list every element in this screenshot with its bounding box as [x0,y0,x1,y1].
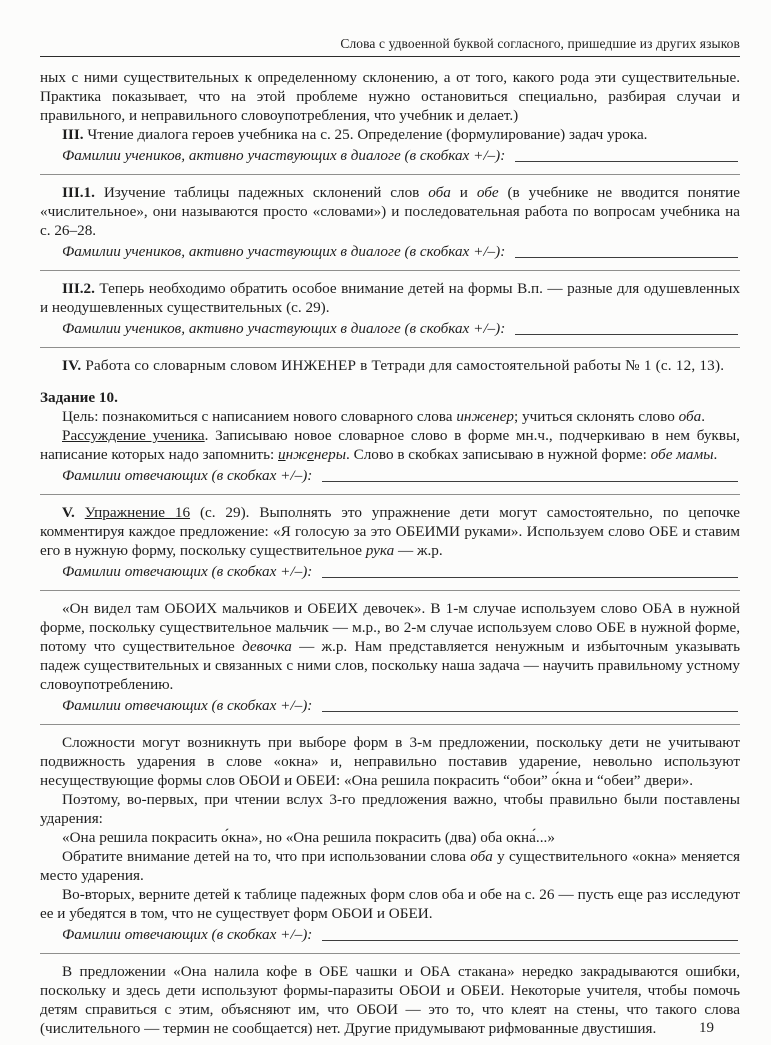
section-iii1-number: III.1. [62,184,95,201]
task-10-reasoning [40,426,740,464]
header-rule [40,56,740,57]
names-label: Фамилии отвечающих (в скобках +/–): [62,563,313,580]
names-line-answer-4 [40,925,740,944]
para-primer-udareniya: «Она решила покрасить о́кна», но «Она решила покрасить (два) оба окна́...» [62,829,555,846]
italic-letter-underlined: и [278,446,286,463]
italic-phrase-obe-mamy: обе мамы [650,446,714,463]
para-vo-vtoryh: Во-вторых, верните детей к таблице падежных форм слов оба и обе на с. 26 — пусть еще раз исследуют ее и убедятся в том, что не существует форм ОБОИ и ОБЕИ. [40,886,740,922]
underlined-phrase-reasoning: Рассуждение ученика [62,427,205,444]
section-v-text-2: — ж.р. [394,542,443,559]
fill-in-line [515,257,738,258]
section-v-text-1: (с. 29). Выполнять это упражнение дети могут самостоятельно, по цепочке комментируя каждое предложение: «Я голосую за это ОБЕИМИ руками». Используем слово ОБЕ и ставим его в нужную форму, поскольку существительное [40,504,741,559]
section-iii1-text-1: Изучение таблицы падежных склонений слов [94,184,429,201]
task-10-title: Задание 10. [40,389,118,406]
names-label: Фамилии учеников, активно участвующих в диалоге (в скобках +/–): [62,243,506,260]
names-label: Фамилии отвечающих (в скобках +/–): [62,467,313,484]
section-iii-number: III. [62,126,84,143]
italic-letters: неры [313,446,346,463]
section-iii1-text-2: и [450,184,477,201]
fill-in-line [322,711,738,712]
section-v-number: V. [62,504,75,521]
para-oboih-text-2: — ж.р. Нам представляется ненужным и избыточным указывать падеж существительных и связанных с ними слов, поскольку наша задача — научить правильному устному словоупотреблению. [40,638,740,693]
fill-in-rule [40,347,740,348]
fill-in-line [322,481,738,482]
fill-in-rule [40,494,740,495]
italic-word-obe: обе [476,184,499,201]
section-iii-text: Чтение диалога героев учебника на с. 25. Определение (формулирование) задач урока. [83,126,648,143]
page-number: 19 [699,1020,714,1036]
names-line-answer-3 [40,696,740,715]
names-label: Фамилии учеников, активно участвующих в диалоге (в скобках +/–): [62,320,506,337]
spacer [75,504,85,521]
fill-in-rule [40,953,740,954]
task-10-goal [40,407,740,426]
fill-in-line [515,334,738,335]
running-head-title: Слова с удвоенной буквой согласного, пришедшие из других языков [340,36,740,51]
section-v-heading [40,503,740,560]
para-slozhnosti: Сложности могут возникнуть при выборе форм в 3-м предложении, поскольку дети не учитывают подвижность ударения в слове «окна» и, неправильно поставив ударение, невольно используют несуществующие формы слов ОБОИ и ОБЕИ: «Она решила покрасить “обои” о́кна и “обеи” двери». [40,734,740,789]
para-obratite-text-2: у существительного «окна» меняется место ударения. [40,848,740,884]
names-label: Фамилии отвечающих (в скобках +/–): [62,926,313,943]
names-line-dialog-2 [40,242,740,261]
names-label: Фамилии учеников, активно участвующих в диалоге (в скобках +/–): [62,147,506,164]
fill-in-rule [40,590,740,591]
names-line-dialog-1 [40,146,740,165]
fill-in-rule [40,174,740,175]
names-label: Фамилии отвечающих (в скобках +/–): [62,697,313,714]
fill-in-rule [40,270,740,271]
para-final: В предложении «Она налила кофе в ОБЕ чашки и ОБА стакана» нередко закрадываются ошибки, поскольку и здесь дети используют формы-паразиты ОБОИ и ОБЕИ. Некоторые учителя, чтобы помочь детям справиться с этим, объясняют им, что ОБОИ — это то, что клеят на стены, что такого слова (числительного — термин не сообщается) нет. Другие придумывают рифмованные двустишия. [40,963,740,1037]
section-iv-number: IV. [62,357,82,374]
section-iii2-number: III.2. [62,280,95,297]
names-line-answer-2 [40,562,740,581]
section-iii2-heading [40,279,740,317]
italic-word-oba: оба [470,848,493,865]
reasoning-text-3: . [713,446,718,463]
fill-in-line [322,577,738,578]
italic-word-devochka: девочка [242,638,292,655]
italic-letters: нж [285,446,308,463]
reasoning-text-1: . Записываю новое словарное слово в форме мн.ч., подчеркиваю в нем буквы, написание которых надо запомнить: [40,427,740,463]
section-iii1-text-3: (в учебнике не вводится понятие «числительное», они называются просто «словами») и последовательная работа по вопросам учебника на с. 26–28. [40,184,740,239]
fill-in-line [322,940,738,941]
italic-word-oba: оба [428,184,451,201]
goal-text-2: ; учиться склонять слово [514,408,679,425]
names-line-answer-1 [40,466,740,485]
italic-letter-underlined: е [307,446,314,463]
italic-word-ruka: рука [365,542,395,559]
para-oboih-text-1: «Он видел там ОБОИХ мальчиков и ОБЕИХ девочек». В 1-м случае используем слово ОБА в нужной форме, поскольку существительное мальчик — м.р., во 2-м случае используем слово ОБЕ в нужной форме, потому что существительное [40,600,740,655]
reasoning-text-2: . Слово в скобках записываю в нужной форме: [345,446,651,463]
running-head [40,36,740,52]
goal-text-1: Цель: познакомиться с написанием нового словарного слова [62,408,457,425]
fill-in-line [515,161,738,162]
section-iv-heading [40,356,740,375]
italic-word-inzhener: инженер [456,408,514,425]
italic-word-oba: оба [678,408,702,425]
section-iii2-text: Теперь необходимо обратить особое внимание детей на формы В.п. — разные для одушевленных и неодушевленных существительных (с. 29). [40,280,740,316]
section-iii1-heading [40,183,740,240]
underlined-phrase-exercise-16: Упражнение 16 [84,504,191,521]
para-intro-continuation: ных с ними существительных к определенному склонению, а от того, какого рода эти существительные. Практика показывает, что на этой проблеме нужно остановиться специально, разбирая случаи и правильного, и неправильного словоупотребления, что учебник и делает.) [40,69,740,124]
section-iv-text: Работа со словарным словом ИНЖЕНЕР в Тетради для самостоятельной работы № 1 (с. 12, 13). [81,357,725,374]
para-poetomu: Поэтому, во-первых, при чтении вслух 3-го предложения важно, чтобы правильно были поставлены ударения: [40,791,740,827]
section-iii-heading [40,125,740,144]
fill-in-rule [40,724,740,725]
names-line-dialog-3 [40,319,740,338]
para-oboih-obeih [40,599,740,694]
goal-text-3: . [701,408,706,425]
para-obratite [40,847,740,885]
para-obratite-text-1: Обратите внимание детей на то, что при использовании слова [62,848,471,865]
